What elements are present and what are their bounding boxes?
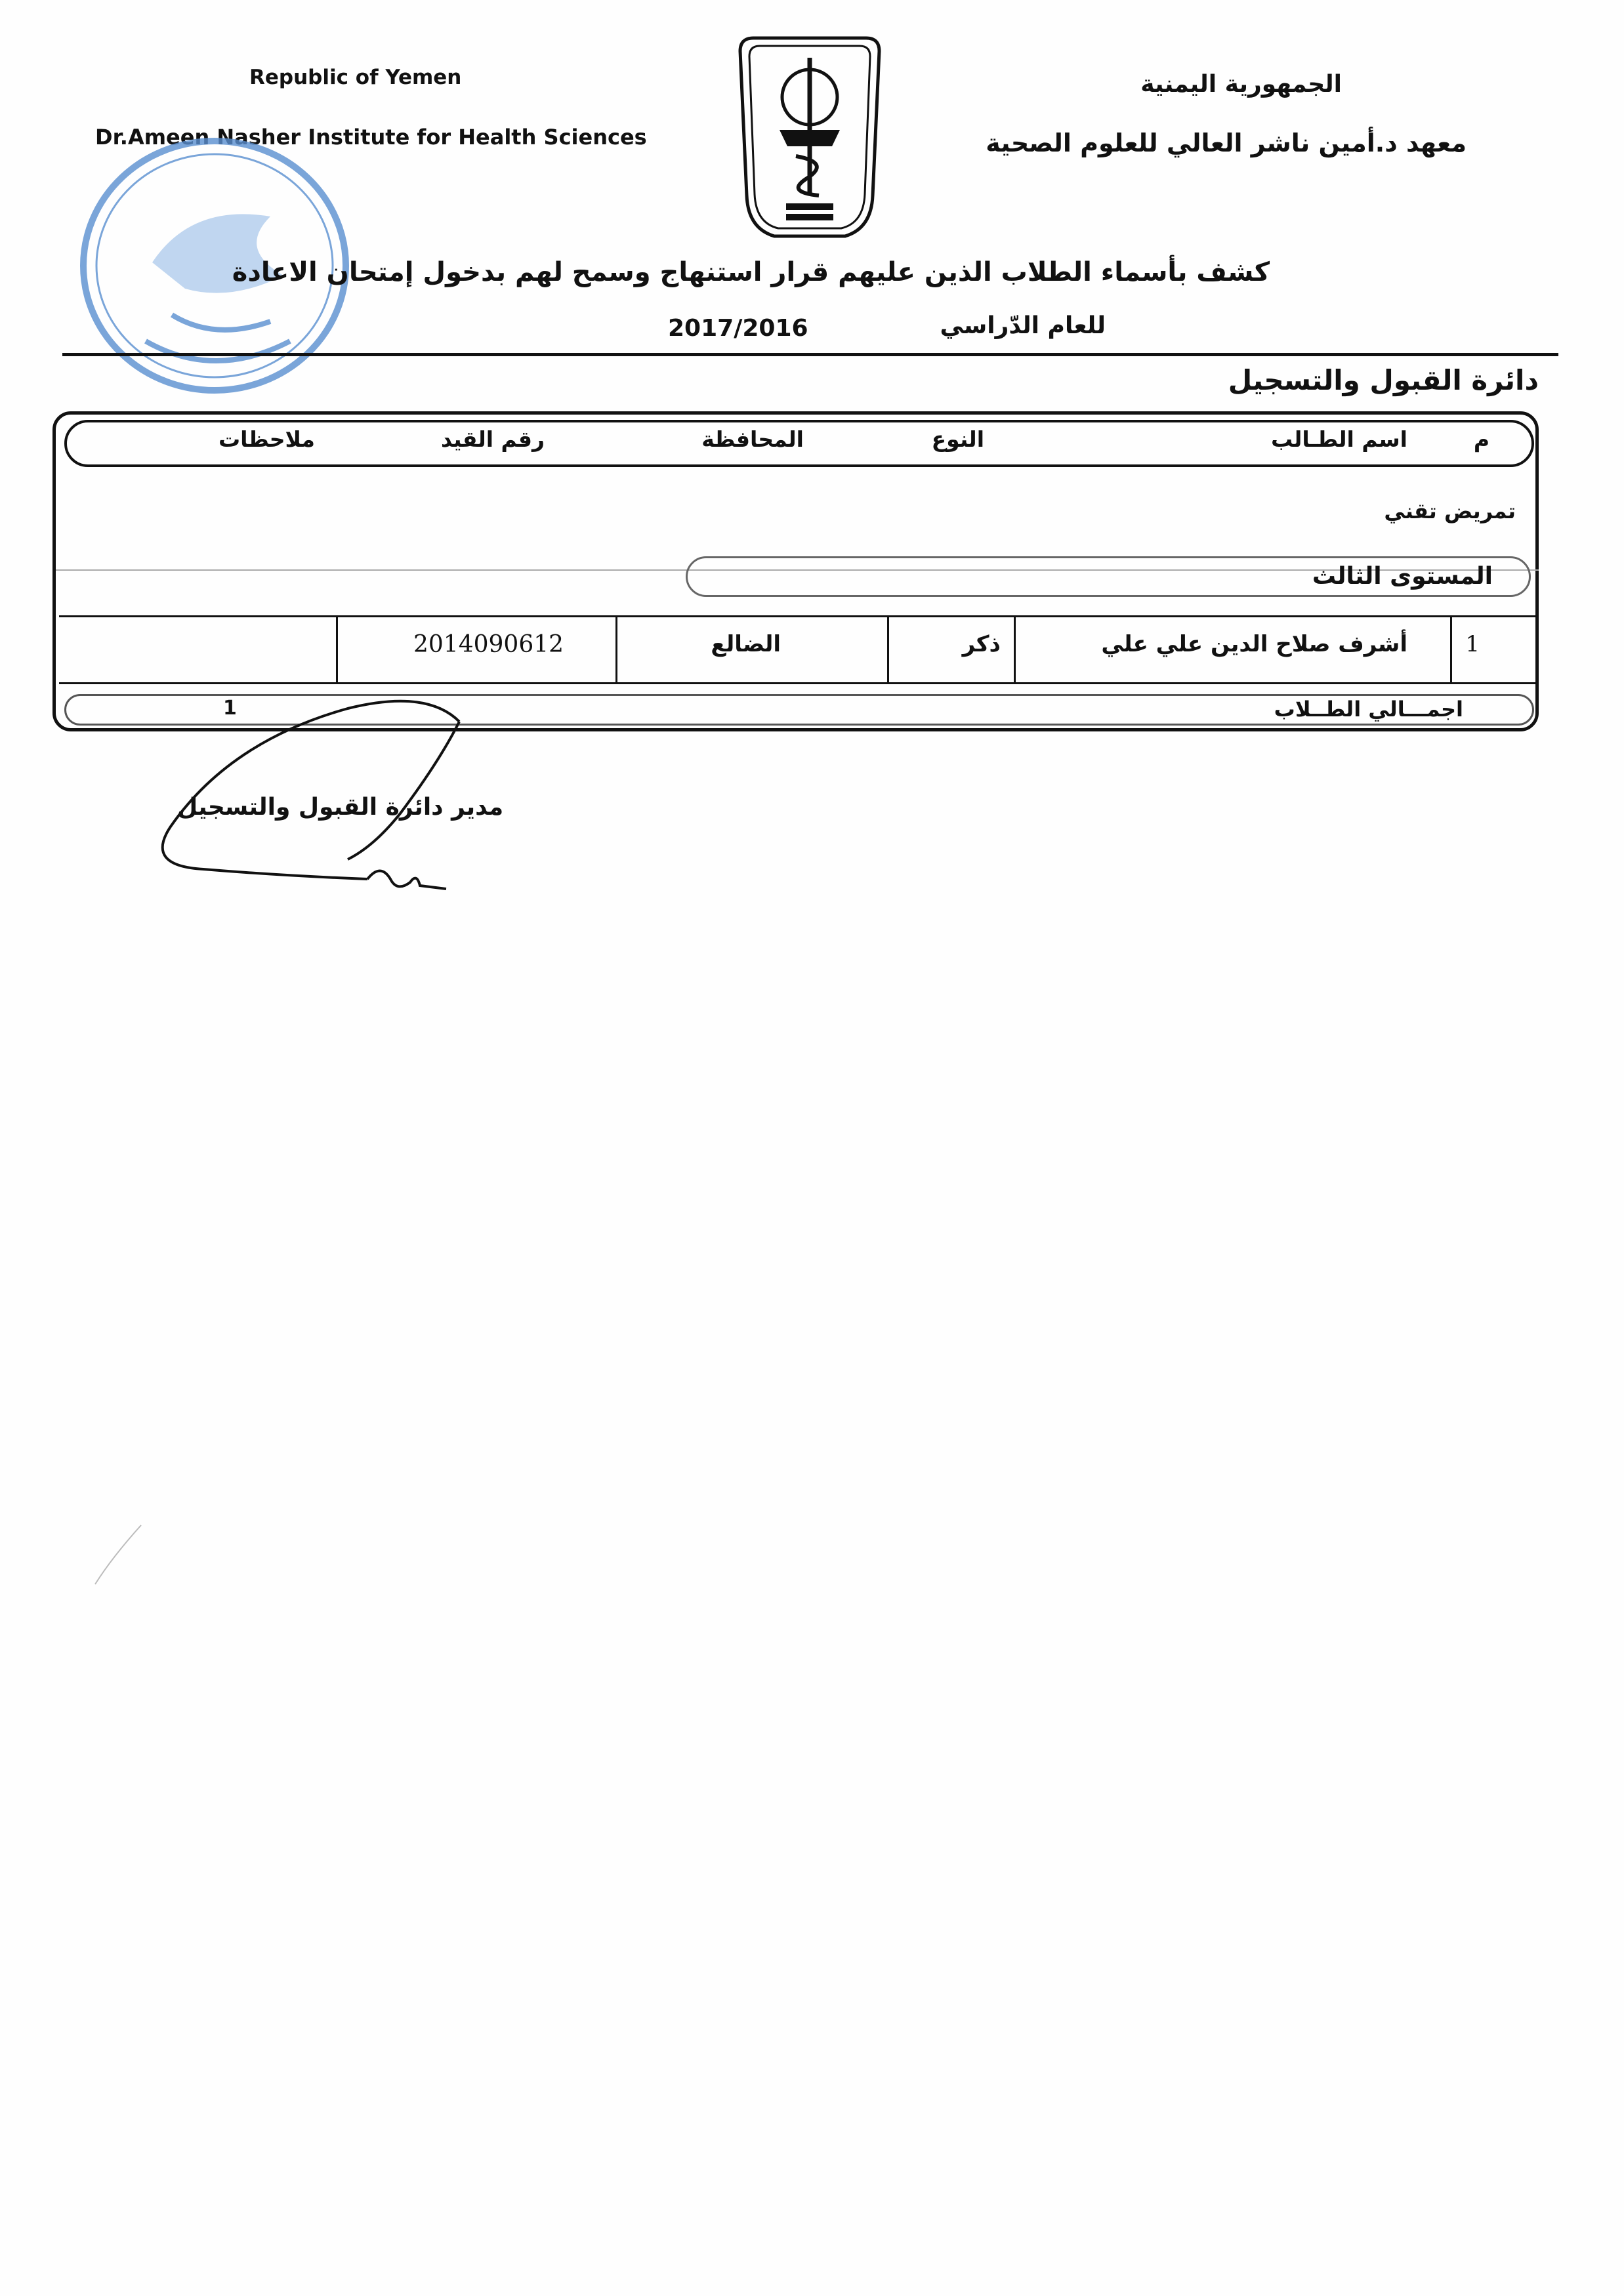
academic-year-label: للعام الدّراسي — [940, 312, 1106, 339]
cell-student-name: أشرف صلاح الدين علي علي — [1101, 631, 1407, 657]
country-name-en: Republic of Yemen — [249, 66, 462, 89]
column-divider — [615, 615, 617, 684]
institute-name-ar: معهد د.أمين ناشر العالي للعلوم الصحية — [986, 129, 1467, 157]
column-header-no: م — [1473, 426, 1489, 452]
column-header-name: اسم الطـالب — [1271, 426, 1407, 452]
column-divider — [336, 615, 338, 684]
institute-name-en: Dr.Ameen Nasher Institute for Health Sciences — [95, 125, 647, 150]
program-name: تمريض تقني — [1384, 499, 1516, 523]
cell-reg-no: 2014090612 — [413, 631, 564, 658]
academic-year-value: 2017/2016 — [668, 315, 808, 342]
cell-governorate: الضالع — [711, 631, 781, 657]
total-label: اجمـــالي الطــلاب — [1274, 697, 1463, 722]
department-name: دائرة القبول والتسجيل — [1228, 364, 1539, 396]
document-title: كشف بأسماء الطلاب الذين عليهم قرار استنهاج وسمح لهم بدخول إمتحان الاعادة — [232, 257, 1270, 287]
total-value: 1 — [223, 697, 237, 720]
institute-logo — [734, 31, 886, 241]
column-divider — [1450, 615, 1452, 684]
signature-title: مدير دائرة القبول والتسجيل — [177, 794, 504, 821]
cell-gender: ذكر — [962, 631, 1001, 657]
cell-no: 1 — [1465, 631, 1480, 657]
handwritten-signature — [151, 695, 466, 905]
column-divider — [1014, 615, 1016, 684]
country-name-ar: الجمهورية اليمنية — [1140, 71, 1342, 98]
stray-mark — [92, 1522, 144, 1588]
column-header-reg-no: رقم القيد — [441, 426, 545, 452]
column-header-notes: ملاحظات — [219, 426, 315, 452]
header-divider — [62, 353, 1558, 356]
column-header-governorate: المحافظة — [701, 426, 804, 452]
column-header-gender: النوع — [931, 426, 984, 452]
column-divider — [887, 615, 889, 684]
level-name: المستوى الثالث — [1312, 563, 1493, 590]
